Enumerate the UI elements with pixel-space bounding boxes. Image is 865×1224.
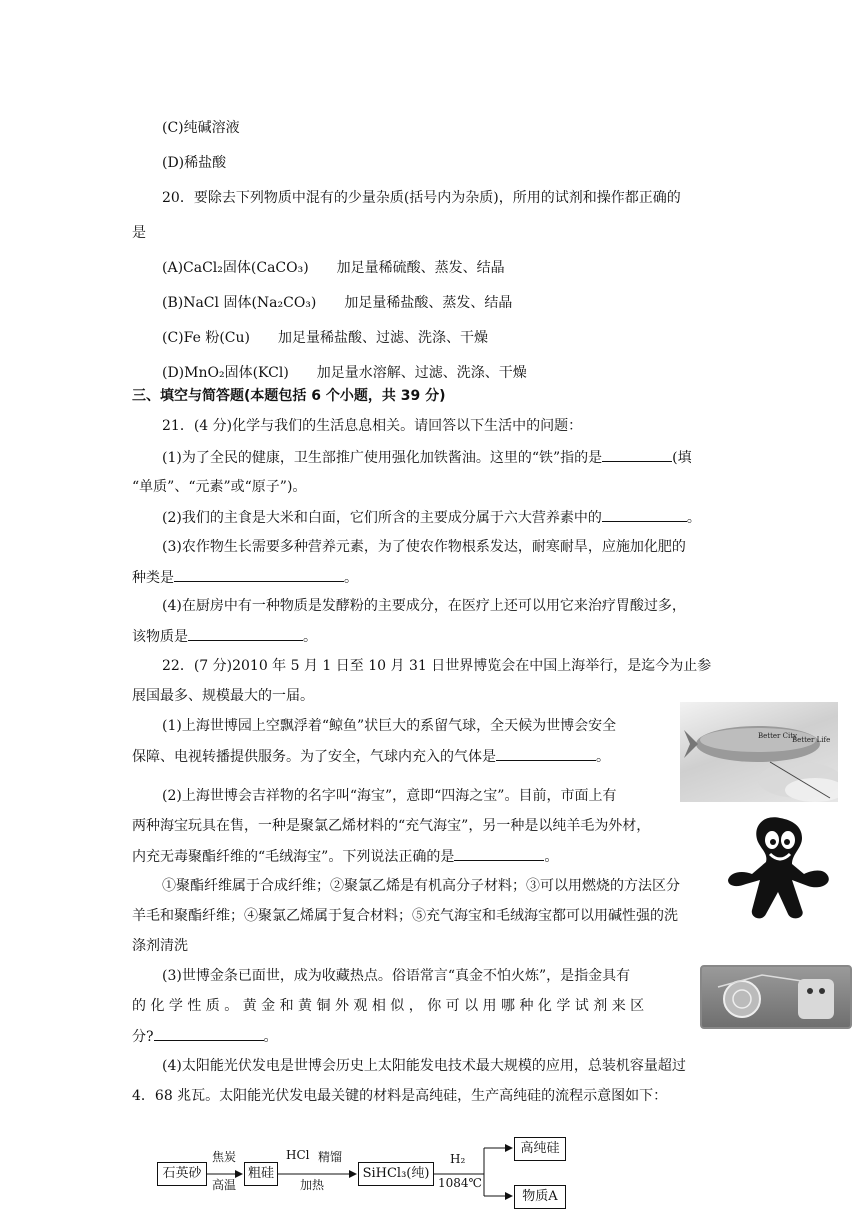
q22-part1-end: 。 (596, 749, 610, 765)
q22-part4-cont: 4．68 兆瓦。太阳能光伏发电最关键的材料是高纯硅，生产高纯硅的流程示意图如下： (132, 1088, 668, 1104)
flow-arrow2-bottom: 加热 (300, 1178, 325, 1192)
q22-stem-cont: 展国最多、规模最大的一届。 (132, 688, 314, 704)
q21-part4-text: 该物质是 (132, 629, 188, 645)
q22-stem: 22．(7 分)2010 年 5 月 1 日至 10 月 31 日世界博览会在中国上海举行，是迄今为止参 (162, 658, 712, 674)
q21-part4: (4)在厨房中有一种物质是发酵粉的主要成分，在医疗上还可以用它来治疗胃酸过多， (162, 598, 686, 614)
blimp-text-left: Better City (758, 732, 797, 740)
q21-part1-text: (1)为了全民的健康，卫生部推广使用强化加铁酱油。这里的“铁”指的是 (162, 450, 603, 466)
q22-part3-cont: 的 化 学 性 质 。 黄 金 和 黄 铜 外 观 相 似 ， 你 可 以 用 哪 种 化 学 试 剂 来 区 (132, 998, 645, 1014)
q22-part1-text: 保障、电视转播提供服务。为了安全，气球内充入的气体是 (132, 749, 496, 765)
q21-part3: (3)农作物生长需要多种营养元素，为了使农作物根系发达，耐寒耐旱，应施加化肥的 (162, 539, 686, 555)
q19-option-c: (C)纯碱溶液 (162, 120, 240, 136)
q22-part3-text: 分? (132, 1029, 154, 1045)
q22-part2-statements-end: 涤剂清洗 (132, 938, 188, 954)
flow-arrow1-top: 焦炭 (212, 1150, 237, 1164)
q22-part2-statements-cont: 羊毛和聚酯纤维；④聚氯乙烯属于复合材料；⑤充气海宝和毛绒海宝都可以用碱性强的洗 (132, 908, 678, 924)
q22-part1: (1)上海世博园上空飘浮着“鲸鱼”状巨大的系留气球，全天候为世博会安全 (162, 718, 617, 734)
flow-box-pure-silicon: 高纯硅 (514, 1137, 566, 1161)
flow-box-substance-a: 物质A (514, 1185, 566, 1209)
q21-part3-text: 种类是 (132, 570, 174, 586)
q22-part2-text: 内充无毒聚酯纤维的“毛绒海宝”。下列说法正确的是 (132, 849, 455, 865)
q22-part3: (3)世博金条已面世，成为收藏热点。俗语常言“真金不怕火炼”，是指金具有 (162, 968, 631, 984)
q22-part2: (2)上海世博会吉祥物的名字叫“海宝”，意即“四海之宝”。目前，市面上有 (162, 788, 617, 804)
q22-part3-end: 。 (263, 1029, 278, 1045)
flow-arrow2-top-a: HCl (286, 1148, 310, 1162)
flow-box-quartz-sand: 石英砂 (157, 1162, 207, 1186)
q22-part2-end: 。 (544, 849, 559, 865)
q20-option-d: (D)MnO₂固体(KCl) 加足量水溶解、过滤、洗涤、干燥 (162, 365, 527, 381)
q20-option-a: (A)CaCl₂固体(CaCO₃) 加足量稀硫酸、蒸发、结晶 (162, 260, 505, 276)
flow-arrow1-bottom: 高温 (212, 1178, 237, 1192)
flow-box-sihcl3: SiHCl₃(纯) (358, 1162, 434, 1186)
q20-option-c: (C)Fe 粉(Cu) 加足量稀盐酸、过滤、洗涤、干燥 (162, 330, 488, 346)
q19-option-d: (D)稀盐酸 (162, 155, 227, 171)
q21-part3-end: 。 (344, 570, 358, 586)
q22-part4: (4)太阳能光伏发电是世博会历史上太阳能发电技术最大规模的应用，总装机容量超过 (162, 1058, 686, 1074)
flow-arrow3-bottom: 1084℃ (438, 1176, 482, 1190)
section-heading: 三、填空与简答题(本题包括 6 个小题，共 39 分) (132, 388, 446, 404)
flow-arrow2-top-b: 精馏 (318, 1150, 343, 1164)
q22-part2-statements: ①聚酯纤维属于合成纤维；②聚氯乙烯是有机高分子材料；③可以用燃烧的方法区分 (162, 878, 680, 894)
q21-part1-cont: “单质”、“元素”或“原子”)。 (132, 479, 307, 495)
q22-part2-cont: 两种海宝玩具在售，一种是聚氯乙烯材料的“充气海宝”，另一种是以纯羊毛为外材， (132, 818, 651, 834)
q21-stem: 21．(4 分)化学与我们的生活息息相关。请回答以下生活中的问题： (162, 418, 583, 434)
q20-option-b: (B)NaCl 固体(Na₂CO₃) 加足量稀盐酸、蒸发、结晶 (162, 295, 513, 311)
q21-part4-end: 。 (303, 629, 317, 645)
q20-stem-cont: 是 (132, 225, 146, 241)
q21-part2-end: 。 (686, 510, 701, 526)
q21-part1-text-b: (填 (672, 450, 692, 466)
blimp-text-right: Better Life (792, 736, 831, 744)
flow-box-crude-silicon: 粗硅 (244, 1162, 278, 1186)
flow-arrow3-top: H₂ (450, 1152, 466, 1166)
q21-part2-text: (2)我们的主食是大米和白面，它们所含的主要成分属于六大营养素中的 (162, 510, 602, 526)
q20-stem: 20．要除去下列物质中混有的少量杂质(括号内为杂质)，所用的试剂和操作都正确的 (162, 190, 681, 206)
